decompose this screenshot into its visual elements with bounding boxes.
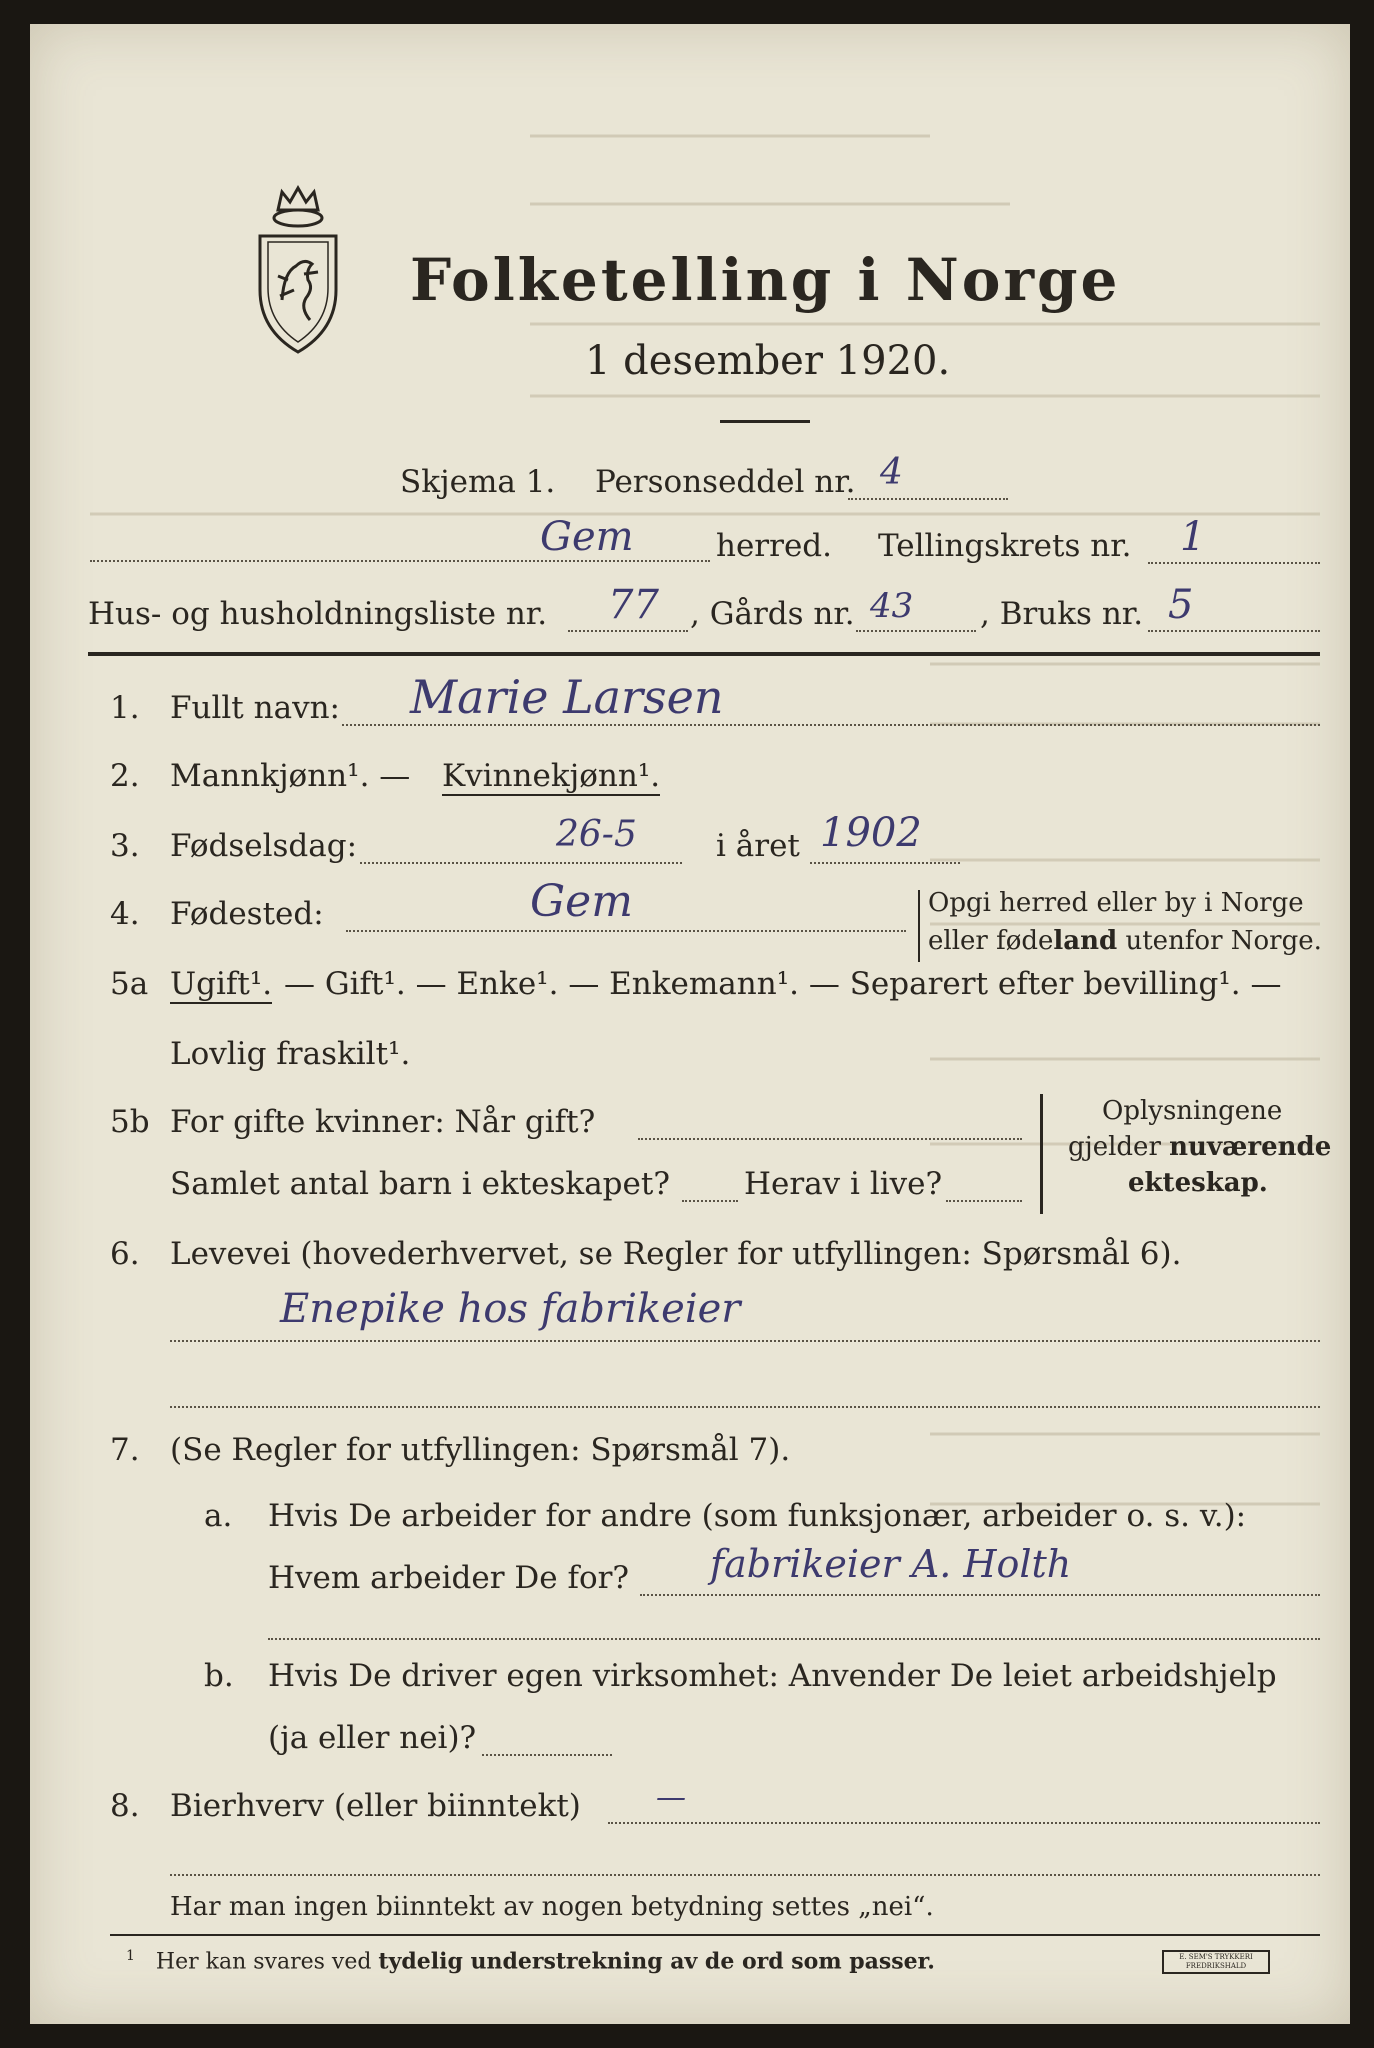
q3-number: 3. <box>110 828 140 864</box>
q4-note-part-a: eller føde <box>928 926 1054 956</box>
q3-year-value: 1902 <box>820 810 922 856</box>
q7-number: 7. <box>110 1432 140 1468</box>
header-rule <box>88 652 1320 656</box>
title-divider <box>720 420 810 423</box>
herred-line <box>90 560 710 562</box>
norwegian-coat-of-arms-icon <box>248 180 348 360</box>
q5b-note-part-b: nuværende <box>1169 1132 1332 1162</box>
q8-value: — <box>656 1780 686 1815</box>
q7a-line2 <box>268 1638 1320 1640</box>
q4-value: Gem <box>530 876 633 927</box>
q1-label: Fullt navn: <box>170 690 340 726</box>
form-title: Folketelling i Norge <box>410 246 1121 314</box>
q5a-ugift-underlined: Ugift¹. <box>170 966 273 1002</box>
q4-line <box>346 930 906 932</box>
bruks-value: 5 <box>1168 582 1194 628</box>
census-form-sheet <box>30 24 1350 2024</box>
bruks-label: , Bruks nr. <box>980 596 1144 632</box>
tellingskrets-line <box>1148 562 1320 564</box>
q2-female-option-underlined: Kvinnekjønn¹. <box>442 758 661 794</box>
q6-label: Levevei (hovederhvervet, se Regler for utfyllingen: Spørsmål 6). <box>170 1236 1182 1272</box>
q5a-line2: Lovlig fraskilt¹. <box>170 1036 411 1072</box>
footnote-number: 1 <box>126 1948 135 1964</box>
printer-stamp-line2: FREDRIKSHALD <box>1185 1962 1247 1970</box>
q5b-number: 5b <box>110 1104 150 1140</box>
q5b-label1: For gifte kvinner: Når gift? <box>170 1104 596 1140</box>
q2-number: 2. <box>110 758 140 794</box>
q7a-number: a. <box>204 1498 233 1534</box>
q6-value: Enepike hos fabrikeier <box>280 1286 741 1332</box>
q5a-number: 5a <box>110 966 149 1002</box>
q3-year-line <box>810 862 960 864</box>
q4-note-line1: Opgi herred eller by i Norge <box>928 888 1304 918</box>
footnote-text-b: tydelig understrekning av de ord som passer. <box>378 1948 935 1975</box>
husliste-value: 77 <box>608 582 659 628</box>
q7b-number: b. <box>204 1658 234 1694</box>
q8-number: 8. <box>110 1788 140 1824</box>
q3-label: Fødselsdag: <box>170 828 358 864</box>
gards-label: , Gårds nr. <box>690 596 855 632</box>
q8-label: Bierhverv (eller biinntekt) <box>170 1788 581 1824</box>
gards-line <box>856 630 976 632</box>
q7a-label2: Hvem arbeider De for? <box>268 1560 630 1596</box>
biinntekt-note: Har man ingen biinntekt av nogen betydning settes „nei“. <box>170 1892 934 1922</box>
husliste-label: Hus- og husholdningsliste nr. <box>88 596 548 632</box>
q7a-value: fabrikeier A. Holth <box>710 1542 1072 1586</box>
q2-male-option: Mannkjønn¹. — <box>170 758 411 794</box>
personseddel-value: 4 <box>880 452 903 493</box>
q1-line <box>342 724 1320 726</box>
q8-line1 <box>608 1822 1320 1824</box>
husliste-line <box>568 630 688 632</box>
q5b-note-line2 <box>1068 1132 1331 1162</box>
bleed-through-texture <box>30 24 1350 2024</box>
q3-day-value: 26-5 <box>556 814 637 855</box>
q4-note-line2 <box>928 926 1322 956</box>
form-subtitle: 1 desember 1920. <box>585 338 951 384</box>
printer-stamp-line1: E. SEM'S TRYKKERI <box>1179 1953 1253 1961</box>
q6-line1 <box>170 1340 1320 1342</box>
q6-line2 <box>170 1406 1320 1408</box>
q5b-label3: Herav i live? <box>744 1166 943 1202</box>
q4-number: 4. <box>110 896 140 932</box>
footnote <box>126 1948 935 1974</box>
footnote-divider <box>110 1934 1320 1936</box>
q1-number: 1. <box>110 690 140 726</box>
gards-value: 43 <box>870 586 914 626</box>
footnote-text-a: Her kan svares ved <box>155 1949 372 1975</box>
q4-label: Fødested: <box>170 896 324 932</box>
q1-value: Marie Larsen <box>410 670 724 724</box>
q6-number: 6. <box>110 1236 140 1272</box>
q7a-label1: Hvis De arbeider for andre (som funksjonær, arbeider o. s. v.): <box>268 1498 1247 1534</box>
q4-note-part-b: land <box>1053 926 1118 956</box>
q7b-label2: (ja eller nei)? <box>268 1720 477 1756</box>
q4-note-part-c: utenfor Norge. <box>1125 926 1322 956</box>
q4-note-brace <box>918 890 920 962</box>
personseddel-label: Personseddel nr. <box>595 464 856 500</box>
personseddel-line <box>848 498 1008 500</box>
q5b-note-part-a: gjelder <box>1068 1132 1161 1162</box>
schema-label: Skjema 1. <box>400 464 556 500</box>
q5b-note-line1: Oplysningene <box>1102 1096 1283 1126</box>
q7b-label1: Hvis De driver egen virksomhet: Anvender De leiet arbeidshjelp <box>268 1658 1277 1694</box>
tellingskrets-label: Tellingskrets nr. <box>878 528 1132 564</box>
herred-value: Gem <box>540 514 634 560</box>
q7b-line <box>482 1754 612 1756</box>
printer-stamp <box>1162 1950 1270 1974</box>
q5b-note-line3: ekteskap. <box>1128 1168 1268 1198</box>
herred-label: herred. <box>716 528 832 564</box>
q5a-options: — Gift¹. — Enke¹. — Enkemann¹. — Separert efter bevilling¹. — <box>284 966 1282 1002</box>
q5b-note-brace <box>1040 1094 1043 1214</box>
q5b-married-line <box>638 1138 1022 1140</box>
bruks-line <box>1148 630 1320 632</box>
q7a-line1 <box>640 1594 1320 1596</box>
q5b-children-line <box>682 1200 738 1202</box>
q8-line2 <box>170 1874 1320 1876</box>
q3-year-label: i året <box>716 828 800 864</box>
q5b-label2: Samlet antal barn i ekteskapet? <box>170 1166 670 1202</box>
tellingskrets-value: 1 <box>1180 514 1206 560</box>
q5b-living-line <box>946 1200 1022 1202</box>
q3-day-line <box>360 862 682 864</box>
q7-label: (Se Regler for utfyllingen: Spørsmål 7). <box>170 1432 791 1468</box>
